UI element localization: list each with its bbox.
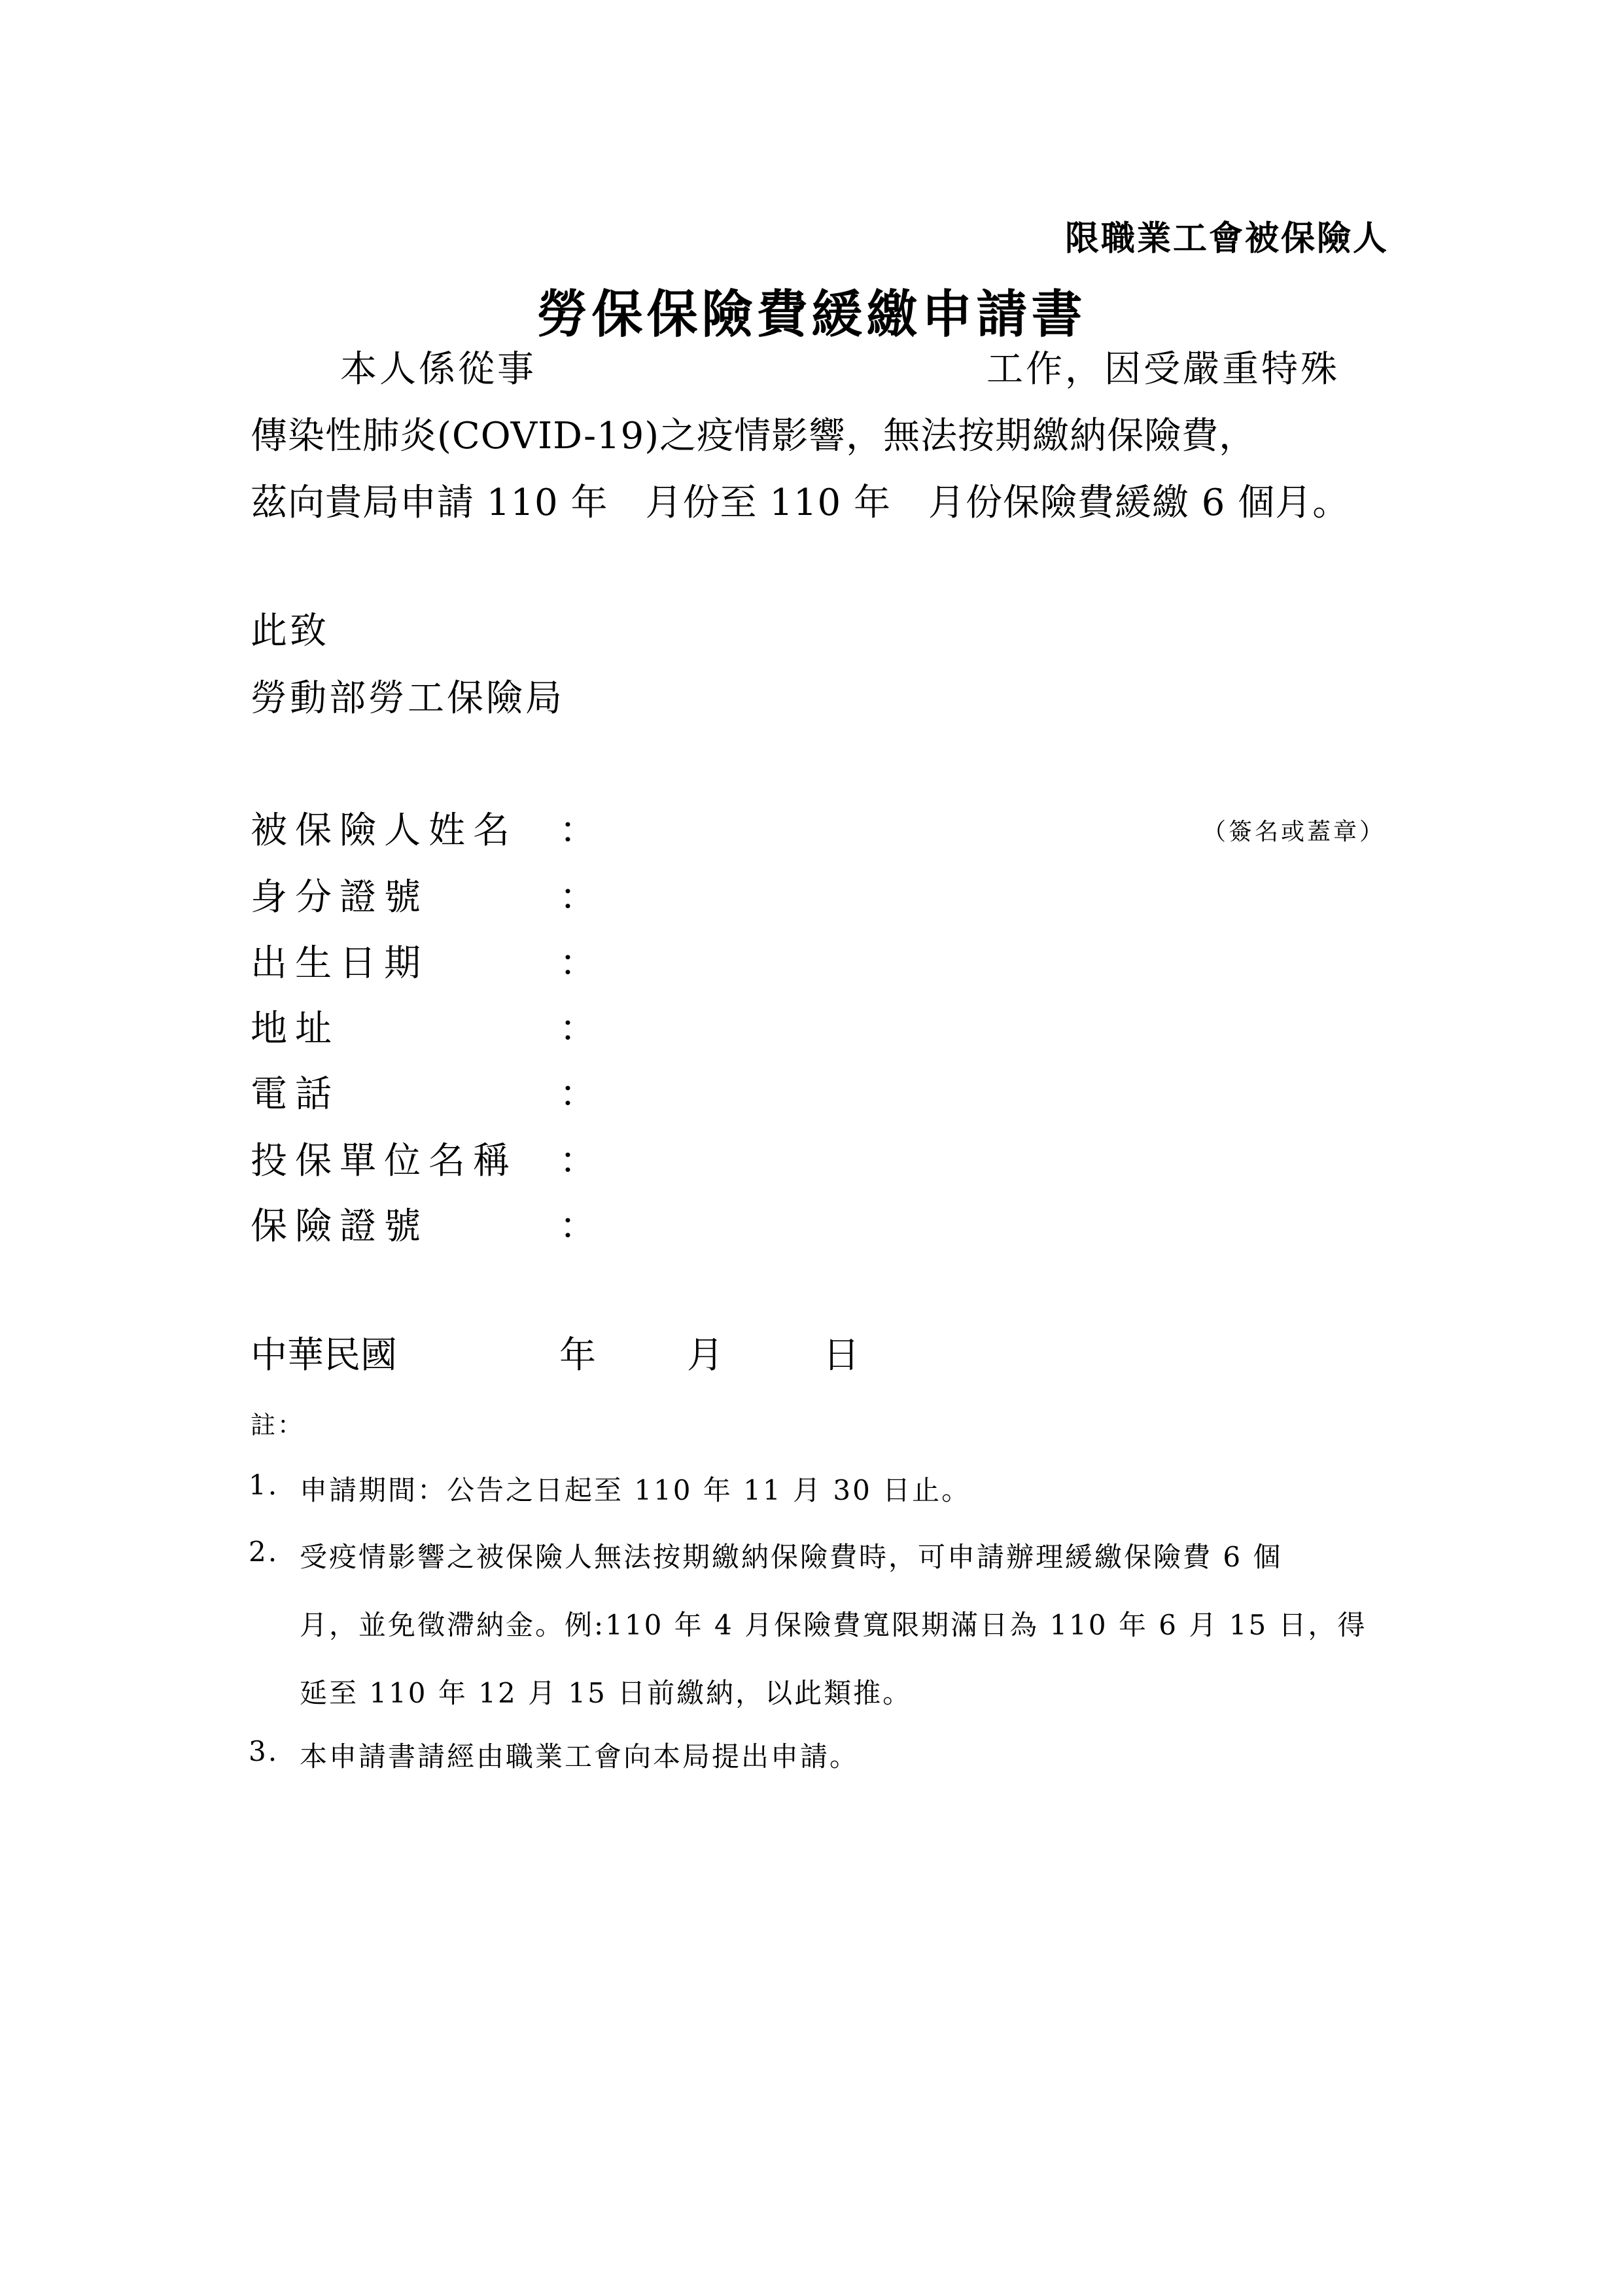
field-colon-address: ： (559, 1008, 596, 1050)
body-line-1b: 工作，因受嚴重特殊 (986, 348, 1340, 391)
field-colon-birthdate: ： (559, 942, 596, 985)
body-line-2: 傳染性肺炎(COVID-19)之疫情影響，無法按期繳納保險費， (251, 415, 1257, 457)
field-label-phone: 電話 (251, 1073, 340, 1116)
body-line-1a: 本人係從事 (340, 348, 536, 391)
field-colon-name: ： (559, 809, 596, 852)
note-2-number: 2. (249, 1536, 279, 1568)
note-3-text: 本申請書請經由職業工會向本局提出申請。 (300, 1740, 860, 1773)
body-line-3: 茲向貴局申請 110 年 月份至 110 年 月份保險費緩繳 6 個月。 (251, 482, 1350, 524)
notes-heading: 註： (251, 1411, 305, 1439)
note-3-number: 3. (249, 1735, 279, 1767)
field-label-address: 地址 (251, 1008, 340, 1050)
field-colon-phone: ： (559, 1073, 596, 1116)
signature-note: （簽名或蓋章） (1202, 819, 1386, 845)
form-title: 勞保保險費緩繳申請書 (536, 285, 1087, 344)
date-day: 日 (823, 1334, 860, 1377)
field-label-employer: 投保單位名稱 (251, 1140, 517, 1182)
form-subtitle: 限職業工會被保險人 (1064, 219, 1389, 258)
date-month: 月 (687, 1334, 724, 1377)
salutation-line-1: 此致 (251, 610, 329, 652)
salutation-recipient: 勞動部勞工保險局 (251, 677, 565, 720)
date-year: 年 (559, 1334, 596, 1377)
field-label-name: 被保險人姓名 (251, 809, 517, 852)
field-colon-insurance-no: ： (559, 1205, 596, 1248)
field-colon-employer: ： (559, 1140, 596, 1182)
field-label-id: 身分證號 (251, 876, 428, 919)
note-2-line-2: 月，並免徵滯納金。例:110 年 4 月保險費寬限期滿日為 110 年 6 月 15 日，得 (300, 1609, 1367, 1641)
field-label-birthdate: 出生日期 (251, 942, 428, 985)
note-1-text: 申請期間：公告之日起至 110 年 11 月 30 日止。 (300, 1474, 971, 1506)
note-1-number: 1. (249, 1469, 279, 1501)
note-2-line-3: 延至 110 年 12 月 15 日前繳納，以此類推。 (300, 1677, 913, 1709)
field-colon-id: ： (559, 876, 596, 919)
date-era: 中華民國 (251, 1334, 397, 1377)
field-label-insurance-no: 保險證號 (251, 1205, 428, 1248)
note-2-line-1: 受疫情影響之被保險人無法按期繳納保險費時，可申請辦理緩繳保險費 6 個 (300, 1541, 1283, 1573)
